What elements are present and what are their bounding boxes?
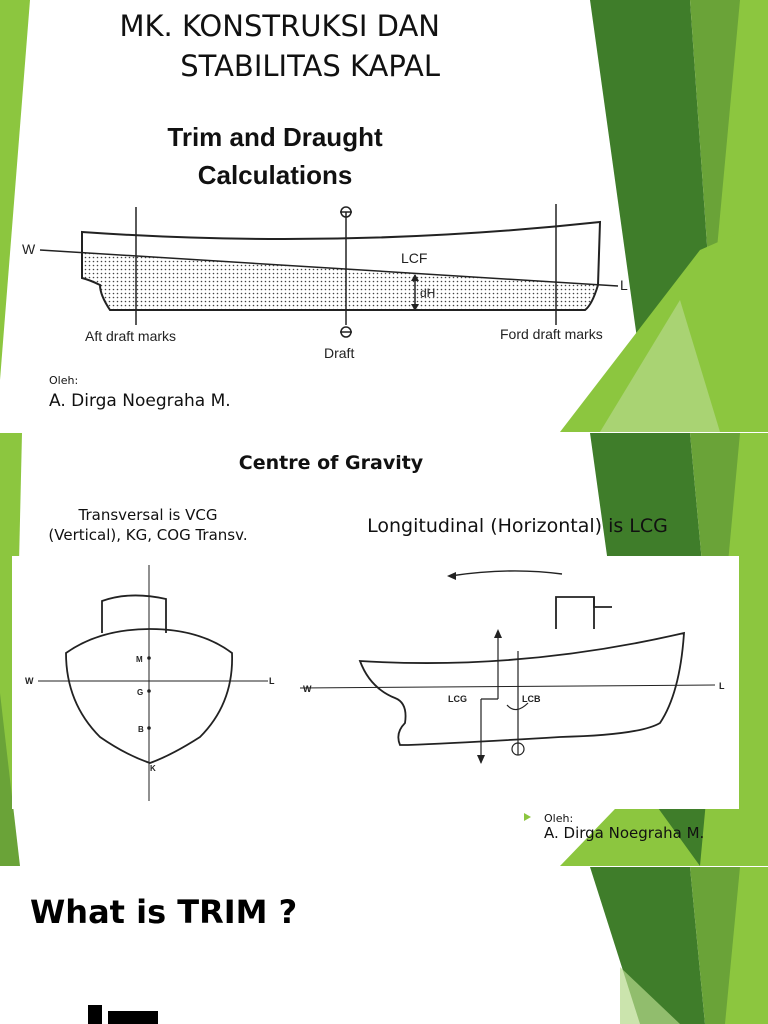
transversal-caption: Transversal is VCG (Vertical), KG, COG Transv. <box>48 506 248 544</box>
dh-label: dH <box>420 286 436 300</box>
buoyancy-label: B <box>138 725 144 734</box>
bullet-icon <box>524 813 531 821</box>
lcf-label: LCF <box>401 250 428 266</box>
profile-l-label: L <box>719 681 725 691</box>
course-title: MK. KONSTRUKSI DAN STABILITAS KAPAL <box>119 9 440 83</box>
slide-centre-of-gravity <box>0 433 768 866</box>
oleh-label: Oleh: <box>544 812 574 825</box>
author-name: A. Dirga Noegraha M. <box>544 824 705 842</box>
draught-diagram <box>0 0 768 432</box>
keel-label: K <box>150 764 156 773</box>
oleh-label: Oleh: <box>49 374 79 387</box>
slide-trim-draught <box>0 0 768 432</box>
draft-label: Draft <box>324 345 355 361</box>
metacentre-label: M <box>136 655 143 664</box>
profile-w-label: W <box>303 684 312 694</box>
topic-title: Trim and Draught Calculations <box>167 122 383 190</box>
trim-title: What is TRIM ? <box>30 893 298 931</box>
diagram-l-label: L <box>620 277 628 293</box>
lcb-label: LCB <box>522 694 541 704</box>
lcg-label: LCG <box>448 694 467 704</box>
section-l-label: L <box>269 676 275 686</box>
longitudinal-profile-diagram <box>300 571 715 763</box>
gravity-label: G <box>137 688 144 697</box>
cog-diagrams <box>0 433 768 866</box>
ford-draft-marks-label: Ford draft marks <box>500 326 603 342</box>
trim-figure-fragment <box>80 997 170 1024</box>
diagram-w-label: W <box>22 241 36 257</box>
cog-title: Centre of Gravity <box>238 452 424 474</box>
slide-what-is-trim <box>0 867 768 1024</box>
longitudinal-caption: Longitudinal (Horizontal) is LCG <box>367 515 668 537</box>
aft-draft-marks-label: Aft draft marks <box>85 328 177 344</box>
section-w-label: W <box>25 676 34 686</box>
author-name: A. Dirga Noegraha M. <box>49 391 231 411</box>
